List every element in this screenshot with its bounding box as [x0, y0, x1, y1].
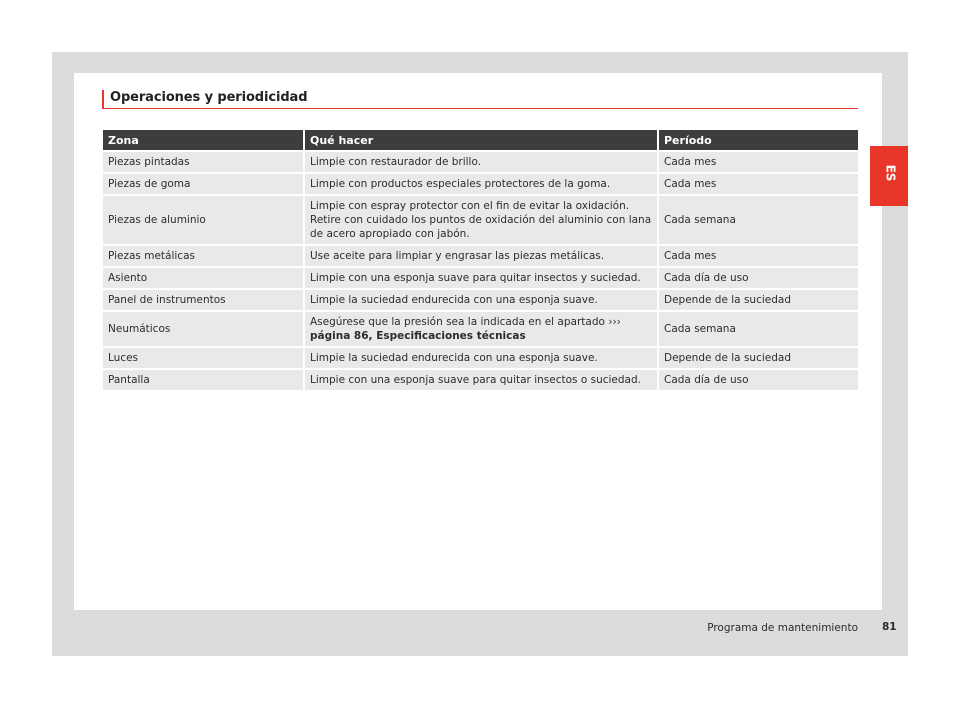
table-row: [103, 196, 858, 244]
table-row: [103, 312, 858, 346]
cell-que-hacer: Limpie con una esponja suave para quitar insectos o suciedad.: [305, 370, 659, 390]
cell-line: Asegúrese que la presión sea la indicada en el apartado ›››: [310, 316, 621, 328]
cell-line: Limpie con espray protector con el fin de evitar la oxidación.: [310, 200, 630, 212]
section-heading: [102, 90, 858, 109]
cell-que-hacer: [305, 312, 659, 346]
cell-periodo: Cada mes: [659, 152, 858, 172]
cross-reference-link[interactable]: página 86, Especificaciones técnicas: [310, 330, 526, 342]
table-header-row: [103, 130, 858, 150]
cell-periodo: Depende de la suciedad: [659, 290, 858, 310]
cell-que-hacer: Limpie con productos especiales protectores de la goma.: [305, 174, 659, 194]
table-row: [103, 370, 858, 390]
cell-periodo: Cada mes: [659, 174, 858, 194]
cell-periodo: Cada día de uso: [659, 268, 858, 288]
cell-que-hacer: Limpie la suciedad endurecida con una esponja suave.: [305, 290, 659, 310]
section-title: Operaciones y periodicidad: [110, 90, 308, 105]
table-row: [103, 246, 858, 266]
footer-chapter-title: Programa de mantenimiento: [707, 622, 858, 634]
cell-line: de acero apropiado con jabón.: [310, 228, 470, 240]
cell-que-hacer: Limpie con una esponja suave para quitar insectos y suciedad.: [305, 268, 659, 288]
cell-periodo: Cada semana: [659, 312, 858, 346]
table-row: [103, 152, 858, 172]
cell-periodo: Depende de la suciedad: [659, 348, 858, 368]
page-number: 81: [882, 621, 897, 633]
language-tab-label: ES: [883, 164, 898, 182]
cell-periodo: Cada día de uso: [659, 370, 858, 390]
header-zona: Zona: [103, 130, 305, 150]
operations-table: [103, 128, 858, 392]
cell-zona: Panel de instrumentos: [103, 290, 305, 310]
table-row: [103, 268, 858, 288]
cell-periodo: Cada mes: [659, 246, 858, 266]
cell-zona: Piezas de aluminio: [103, 196, 305, 244]
cell-periodo: Cada semana: [659, 196, 858, 244]
cell-que-hacer: [305, 196, 659, 244]
header-que-hacer: Qué hacer: [305, 130, 659, 150]
cell-que-hacer: Limpie la suciedad endurecida con una esponja suave.: [305, 348, 659, 368]
table-row: [103, 290, 858, 310]
cell-line: Retire con cuidado los puntos de oxidación del aluminio con lana: [310, 214, 652, 226]
header-periodo: Período: [659, 130, 858, 150]
table-row: [103, 348, 858, 368]
cell-zona: Luces: [103, 348, 305, 368]
cell-zona: Neumáticos: [103, 312, 305, 346]
cell-que-hacer: Limpie con restaurador de brillo.: [305, 152, 659, 172]
language-tab[interactable]: [870, 146, 908, 206]
cell-zona: Piezas pintadas: [103, 152, 305, 172]
table-row: [103, 174, 858, 194]
cell-zona: Piezas de goma: [103, 174, 305, 194]
cell-zona: Pantalla: [103, 370, 305, 390]
cell-zona: Asiento: [103, 268, 305, 288]
cell-zona: Piezas metálicas: [103, 246, 305, 266]
cell-que-hacer: Use aceite para limpiar y engrasar las piezas metálicas.: [305, 246, 659, 266]
